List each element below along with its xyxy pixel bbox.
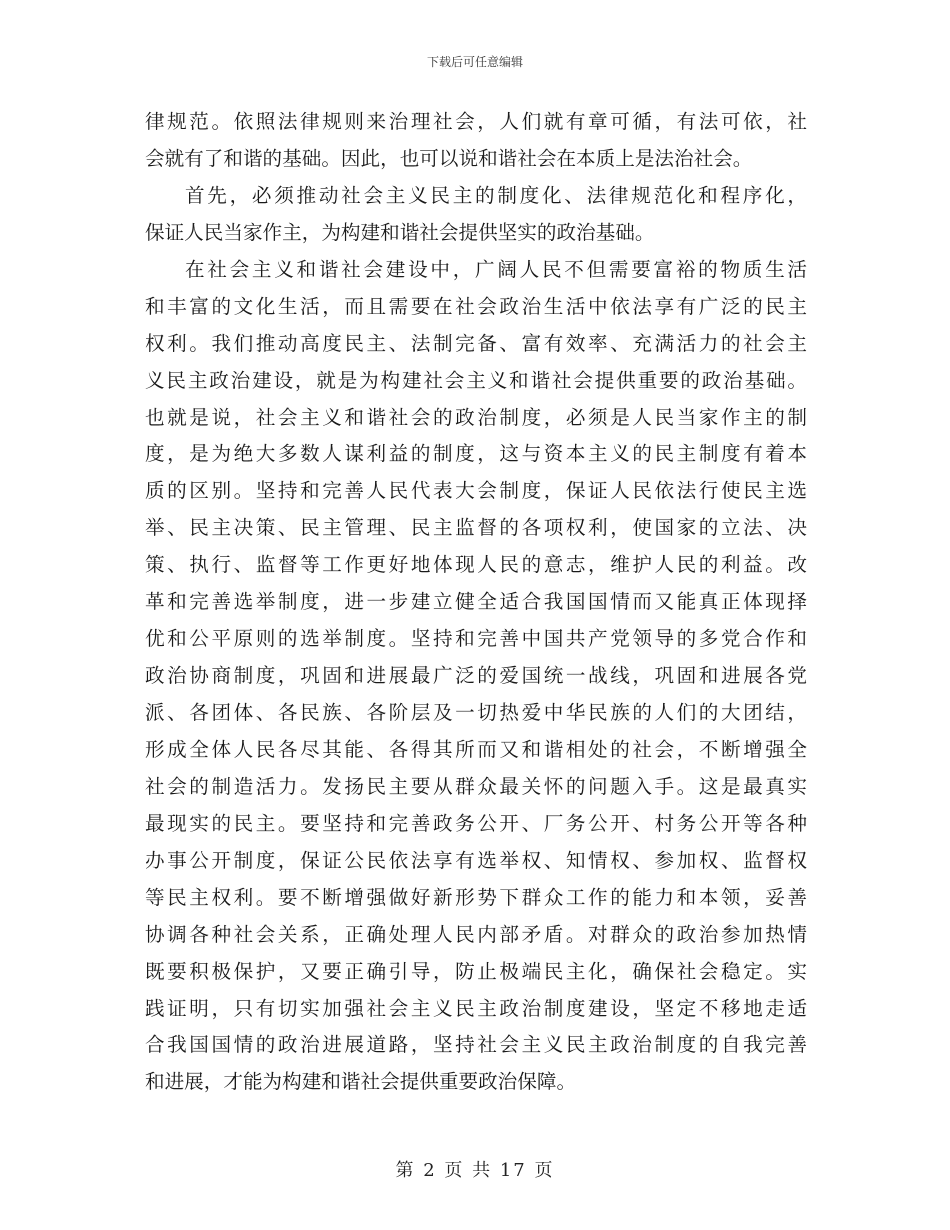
text-line: 义民主政治建设，就是为构建社会主义和谐社会提供重要的政治基础。 xyxy=(145,368,807,392)
text-line: 社会的制造活力。发扬民主要从群众最关怀的问题入手。这是最真实 xyxy=(145,774,807,798)
text-line: 律规范。依照法律规则来治理社会，人们就有章可循，有法可依，社 xyxy=(145,110,807,133)
text-line: 度，是为绝大多数人谋利益的制度，这与资本主义的民主制度有着本 xyxy=(145,442,807,466)
text-line: 践证明，只有切实加强社会主义民主政治制度建设，坚定不移地走适 xyxy=(145,996,807,1020)
text-line: 革和完善选举制度，进一步建立健全适合我国国情而又能真正体现择 xyxy=(145,590,807,614)
text-line: 政治协商制度，巩固和进展最广泛的爱国统一战线，巩固和进展各党 xyxy=(145,664,807,688)
text-line: 质的区别。坚持和完善人民代表大会制度，保证人民依法行使民主选 xyxy=(145,479,807,503)
text-line: 保证人民当家作主，为构建和谐社会提供坚实的政治基础。 xyxy=(145,220,655,244)
text-line: 等民主权利。要不断增强做好新形势下群众工作的能力和本领，妥善 xyxy=(145,885,807,909)
text-line: 首先，必须推动社会主义民主的制度化、法律规范化和程序化， xyxy=(185,183,807,207)
text-line: 形成全体人民各尽其能、各得其所而又和谐相处的社会，不断增强全 xyxy=(145,737,807,761)
text-line: 和丰富的文化生活，而且需要在社会政治生活中依法享有广泛的民主 xyxy=(145,294,807,318)
text-line: 优和公平原则的选举制度。坚持和完善中国共产党领导的多党合作和 xyxy=(145,627,807,651)
text-line: 权利。我们推动高度民主、法制完备、富有效率、充满活力的社会主 xyxy=(145,331,807,355)
text-line: 在社会主义和谐社会建设中，广阔人民不但需要富裕的物质生活 xyxy=(185,257,807,281)
text-line: 和进展，才能为构建和谐社会提供重要政治保障。 xyxy=(145,1070,577,1094)
text-line: 既要积极保护，又要正确引导，防止极端民主化，确保社会稳定。实 xyxy=(145,959,807,983)
text-line: 举、民主决策、民主管理、民主监督的各项权利，使国家的立法、决 xyxy=(145,516,807,540)
page-number: 第 2 页 共 17 页 xyxy=(395,1160,555,1181)
text-line: 策、执行、监督等工作更好地体现人民的意志，维护人民的利益。改 xyxy=(145,553,807,577)
text-line: 最现实的民主。要坚持和完善政务公开、厂务公开、村务公开等各种 xyxy=(145,811,807,835)
text-line: 会就有了和谐的基础。因此，也可以说和谐社会在本质上是法治社会。 xyxy=(145,146,753,170)
text-line: 派、各团体、各民族、各阶层及一切热爱中华民族的人们的大团结， xyxy=(145,701,807,724)
page-header: 下载后可任意编辑 xyxy=(426,55,523,69)
document-body xyxy=(145,104,807,1101)
text-line: 也就是说，社会主义和谐社会的政治制度，必须是人民当家作主的制 xyxy=(145,405,807,429)
text-line: 合我国国情的政治进展道路，坚持社会主义民主政治制度的自我完善 xyxy=(145,1033,807,1057)
text-line: 办事公开制度，保证公民依法享有选举权、知情权、参加权、监督权 xyxy=(145,848,807,872)
text-line: 协调各种社会关系，正确处理人民内部矛盾。对群众的政治参加热情 xyxy=(145,922,807,946)
